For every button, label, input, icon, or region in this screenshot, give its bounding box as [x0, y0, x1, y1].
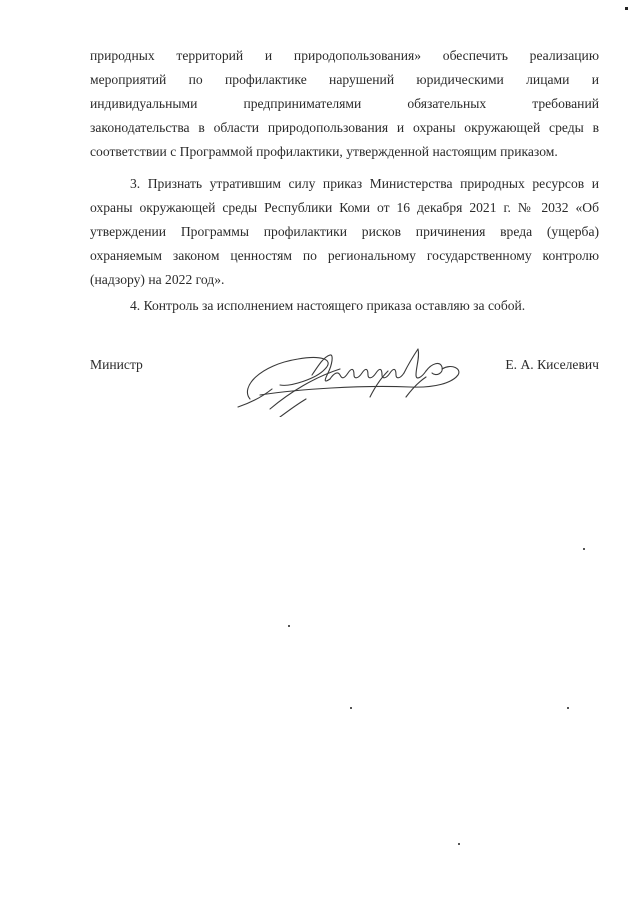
- paragraph-4: [90, 294, 599, 318]
- text-line: 4. Контроль за исполнением настоящего приказа оставляю за собой.: [130, 298, 526, 313]
- scan-speck: [350, 707, 352, 709]
- text-line: охраны окружающей среды Республики Коми от 16 декабря 2021 г. № 2032 «Об: [90, 200, 599, 215]
- text-line: соответствии с Программой профилактики, утвержденной настоящим приказом.: [90, 144, 558, 159]
- handwritten-signature: [220, 337, 470, 417]
- text-line: охраняемым законом ценностям по региональному государственному контролю: [90, 248, 599, 263]
- signatory-title: Министр: [90, 357, 143, 372]
- text-line: 3. Признать утратившим силу приказ Министерства природных ресурсов и: [130, 176, 599, 191]
- signature-block: [90, 355, 599, 435]
- text-line: законодательства в области природопользования и охраны окружающей среды в: [90, 120, 599, 135]
- scan-speck: [288, 625, 290, 627]
- corner-mark: [625, 7, 628, 10]
- text-line: индивидуальными предпринимателями обязательных требований: [90, 96, 599, 111]
- scan-speck: [583, 548, 585, 550]
- text-line: (надзору) на 2022 год».: [90, 272, 225, 287]
- scan-speck: [567, 707, 569, 709]
- paragraph-continued: [90, 44, 599, 164]
- paragraph-3: [90, 172, 599, 292]
- text-line: мероприятий по профилактике нарушений юридическими лицами и: [90, 72, 599, 87]
- text-line: утверждении Программы профилактики рисков причинения вреда (ущерба): [90, 224, 599, 239]
- scan-speck: [458, 843, 460, 845]
- text-line: природных территорий и природопользования» обеспечить реализацию: [90, 48, 599, 63]
- signatory-name: Е. А. Киселевич: [505, 357, 599, 372]
